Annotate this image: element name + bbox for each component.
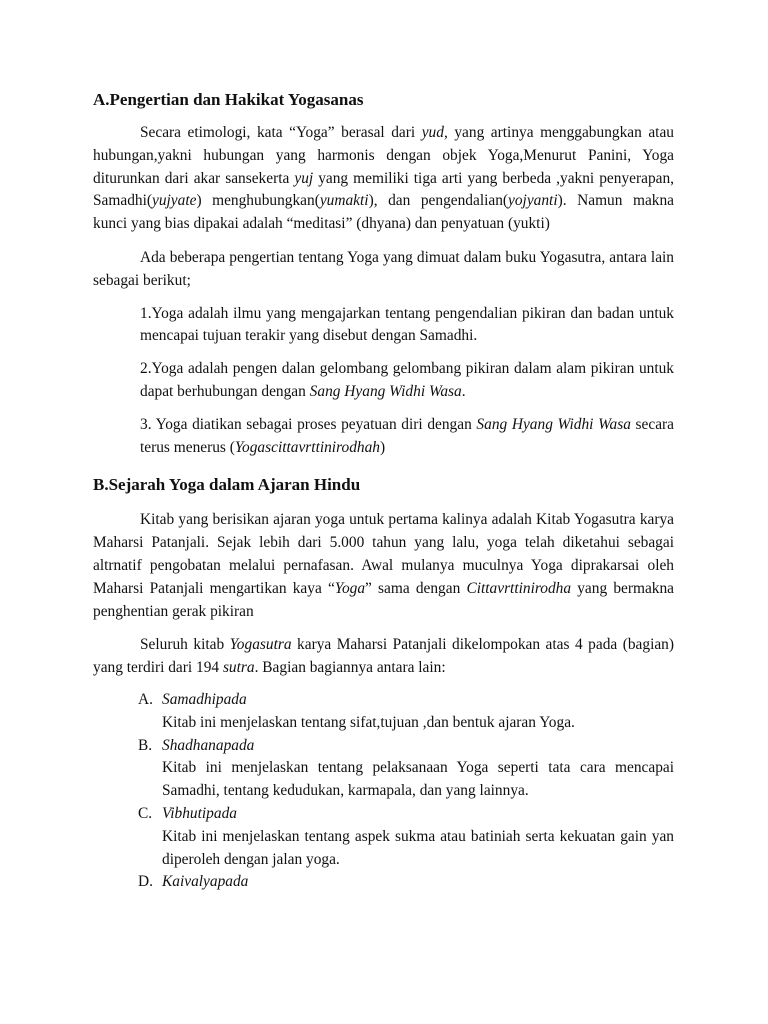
text-run: ) menghubungkan( xyxy=(196,192,320,210)
section-b-heading: B.Sejarah Yoga dalam Ajaran Hindu xyxy=(93,475,361,495)
italic-term: Yoga xyxy=(334,579,366,597)
section-a-heading: A.Pengertian dan Hakikat Yogasanas xyxy=(93,90,364,109)
section-a-paragraph-1 xyxy=(93,122,674,236)
text-run: ). Namun makna kunci yang bias dipakai adalah “meditasi” (dhyana) dan penyatuan (yukti) xyxy=(93,192,675,233)
italic-term: Cittavrttinirodha xyxy=(466,579,572,597)
text-run: ” sama dengan xyxy=(365,579,467,597)
pada-item xyxy=(138,803,674,871)
pada-letter: A. xyxy=(138,690,153,708)
italic-term: sutra xyxy=(222,659,255,677)
italic-term: yud xyxy=(421,124,444,141)
pada-title: Vibhutipada xyxy=(162,804,237,822)
text-run: secara terus menerus ( xyxy=(140,415,674,456)
pada-description: Kitab ini menjelaskan tentang aspek sukma atau batiniah serta kekuatan gain yan diperoleh dengan jalan yoga. xyxy=(162,827,674,868)
text-run: 3. Yoga diatikan sebagai proses peyatuan diri dengan xyxy=(140,415,477,433)
italic-term: yumakti xyxy=(319,192,369,210)
italic-term: Yogascittavrttinirodhah xyxy=(234,438,380,456)
text-run: ), dan pengendalian( xyxy=(368,192,509,210)
text-run: karya Maharsi Patanjali dikelompokan atas 4 pada (bagian) yang terdiri dari 194 xyxy=(93,636,674,677)
text-run: , yang artinya menggabungkan atau hubungan,yakni hubungan yang harmonis dengan objek Yoga,Menurut Panini, Yoga diturunkan dari akar sansekerta xyxy=(93,124,674,187)
document-page xyxy=(93,88,674,894)
text-run: yang memiliki tiga arti yang berbeda ,yakni penyerapan, Samadhi( xyxy=(93,169,675,210)
pada-item xyxy=(138,689,674,735)
pada-description: Kitab ini menjelaskan tentang pelaksanaan Yoga seperti tata cara mencapai Samadhi, tentang kedudukan, karmapala, dan yang lainnya. xyxy=(162,759,674,800)
definition-item-3 xyxy=(93,414,674,460)
section-b-paragraph-1 xyxy=(93,509,674,623)
pada-letter: D. xyxy=(138,873,153,891)
pada-description: Kitab ini menjelaskan tentang sifat,tujuan ,dan bentuk ajaran Yoga. xyxy=(162,713,575,731)
italic-term: Yogasutra xyxy=(229,636,292,654)
text-run: Kitab yang berisikan ajaran yoga untuk pertama kalinya adalah Kitab Yogasutra karya Maharsi Patanjali. Sejak lebih dari 5.000 tahun yang lalu, yoga telah diketahui sebagai altrnatif pengobatan melalui pernafasan. Awal mulanya muculnya Yoga diprakarsai oleh Maharsi Patanjali mengartikan kaya “ xyxy=(93,511,674,597)
section-a-paragraph-2: Ada beberapa pengertian tentang Yoga yang dimuat dalam buku Yogasutra, antara lain sebagai berikut; xyxy=(93,248,674,289)
italic-term: yujyate xyxy=(152,192,197,210)
text-run: Secara etimologi, kata “Yoga” berasal dari xyxy=(140,124,422,141)
pada-title: Shadhanapada xyxy=(162,736,255,754)
italic-term: Sang Hyang Widhi Wasa xyxy=(476,415,631,433)
text-run: . xyxy=(461,382,466,400)
pada-letter: B. xyxy=(138,736,153,754)
text-run: ) xyxy=(379,438,386,456)
text-run: Seluruh kitab xyxy=(140,636,230,654)
text-run: yang bermakna penghentian gerak pikiran xyxy=(93,579,674,620)
italic-term: yuj xyxy=(294,169,314,187)
pada-letter: C. xyxy=(138,804,153,822)
pada-title: Samadhipada xyxy=(162,690,247,708)
pada-item xyxy=(138,735,674,803)
definition-item-2 xyxy=(93,358,674,404)
pada-item xyxy=(138,871,674,894)
section-b-paragraph-2 xyxy=(93,634,674,680)
text-run: . Bagian bagiannya antara lain: xyxy=(254,659,446,677)
pada-title: Kaivalyapada xyxy=(162,873,249,891)
text-run: 2.Yoga adalah pengen dalan gelombang gelombang pikiran dalam alam pikiran untuk dapat berhubungan dengan xyxy=(140,360,674,400)
pada-list xyxy=(93,689,674,894)
definition-item-1: 1.Yoga adalah ilmu yang mengajarkan tentang pengendalian pikiran dan badan untuk mencapai tujuan terakir yang disebut dengan Samadhi. xyxy=(140,304,674,345)
italic-term: yojyanti xyxy=(508,192,558,210)
italic-term: Sang Hyang Widhi Wasa xyxy=(309,382,462,400)
